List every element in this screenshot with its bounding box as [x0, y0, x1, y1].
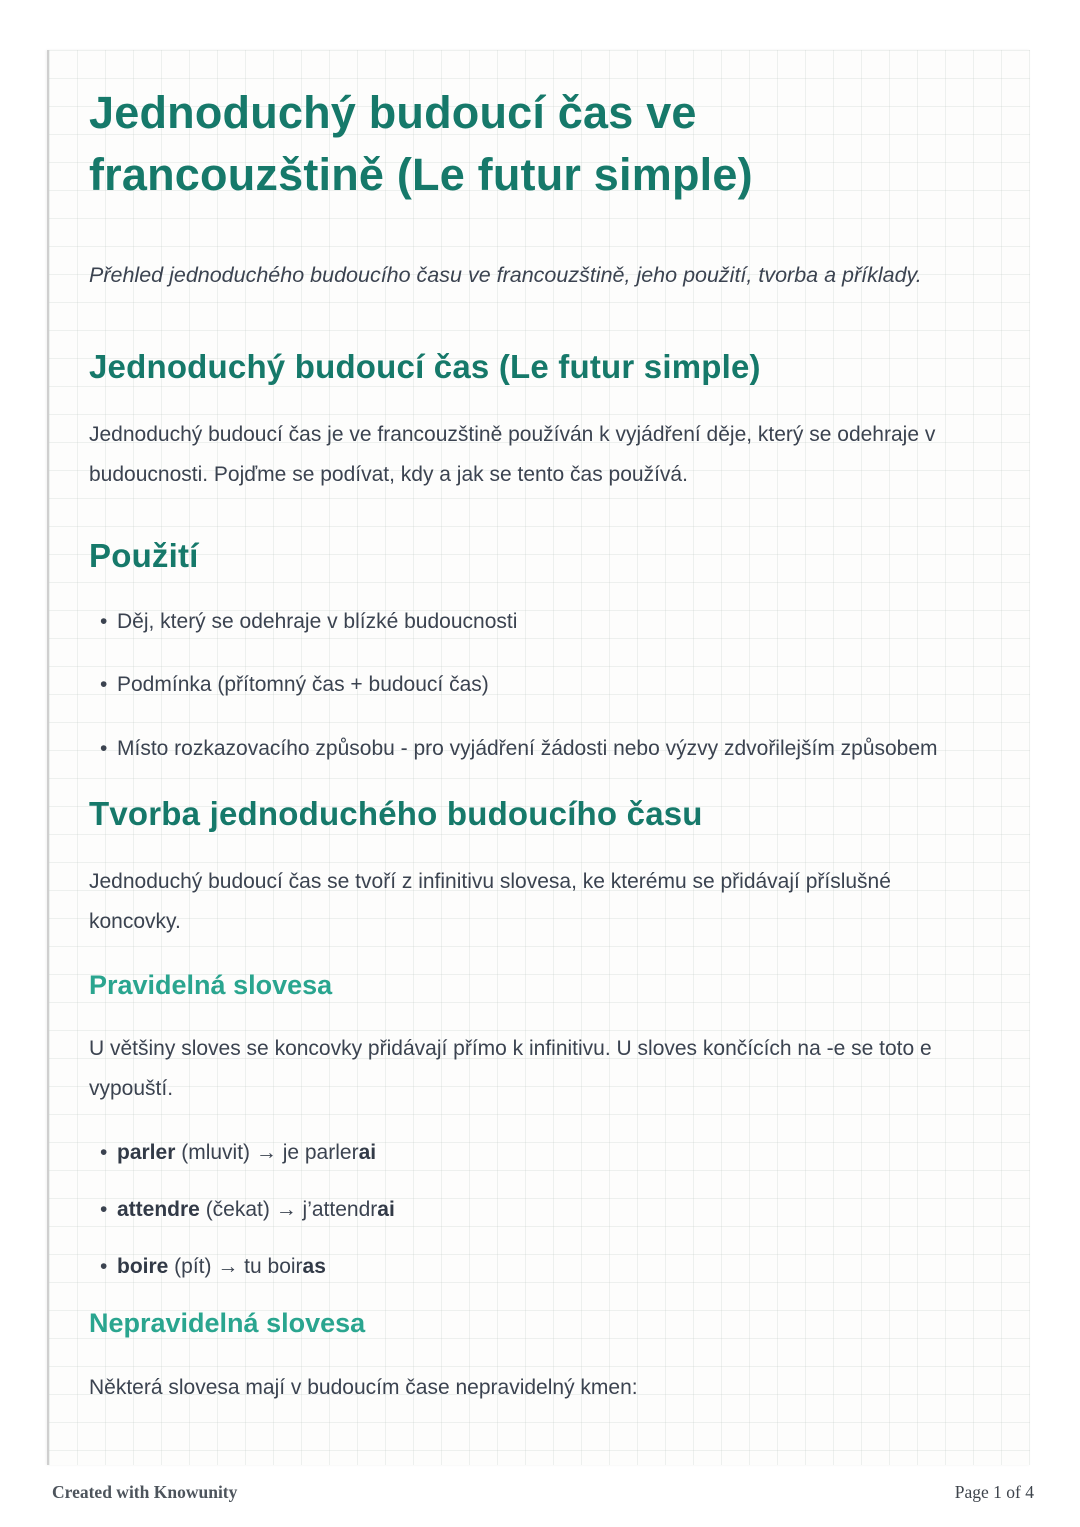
usage-list [89, 602, 942, 770]
irregular-paragraph: Některá slovesa mají v budoucím čase nepravidelný kmen: [89, 1375, 638, 1399]
regular-paragraph: U většiny sloves se koncovky přidávají přímo k infinitivu. U sloves končících na -e se toto e vypouští. [89, 1036, 932, 1100]
example-ending: as [302, 1254, 326, 1278]
usage-list-item: • Děj, který se odehraje v blízké budoucnosti [117, 602, 942, 642]
examples-list [89, 1133, 942, 1287]
footer-page-number: Page 1 of 4 [954, 1482, 1034, 1502]
example-middle: (čekat) → j’attendr [199, 1197, 378, 1221]
document-page [47, 50, 1030, 1465]
example-item [117, 1247, 942, 1287]
section-heading-formation: Tvorba jednoduchého budoucího času [89, 795, 703, 833]
example-verb: boire [117, 1254, 169, 1278]
example-ending: ai [377, 1197, 395, 1221]
usage-list-item: • Podmínka (přítomný čas + budoucí čas) [117, 665, 942, 705]
section-heading-intro: Jednoduchý budoucí čas (Le futur simple) [89, 347, 761, 385]
example-ending: ai [358, 1140, 377, 1164]
formation-paragraph: Jednoduchý budoucí čas se tvoří z infinitivu slovesa, ke kterému se přidávají příslušné koncovky. [89, 870, 891, 933]
document-subtitle: Přehled jednoduchého budoucího času ve francouzštině, jeho použití, tvorba a příklady. [89, 263, 922, 288]
footer-credit: Created with Knowunity [52, 1482, 238, 1502]
example-verb: attendre [117, 1197, 200, 1221]
usage-list-item: • Místo rozkazovacího způsobu - pro vyjádření žádosti nebo výzvy zdvořilejším způsobem [117, 729, 942, 769]
subsection-heading-regular: Pravidelná slovesa [89, 969, 333, 1000]
example-middle: (pít) → tu boir [168, 1254, 303, 1278]
intro-paragraph: Jednoduchý budoucí čas je ve francouzštině používán k vyjádření děje, který se odehraje v budoucnosti. Pojďme se podívat, kdy a jak se tento čas používá. [89, 422, 936, 486]
example-verb: parler [117, 1140, 176, 1164]
example-item [117, 1190, 942, 1230]
example-item [117, 1133, 942, 1173]
page-footer [0, 1482, 1080, 1503]
section-heading-usage: Použití [89, 536, 199, 574]
example-middle: (mluvit) → je parler [175, 1140, 359, 1164]
subsection-heading-irregular: Nepravidelná slovesa [89, 1308, 366, 1339]
document-title: Jednoduchý budoucí čas ve francouzštině (Le futur simple) [89, 87, 753, 201]
